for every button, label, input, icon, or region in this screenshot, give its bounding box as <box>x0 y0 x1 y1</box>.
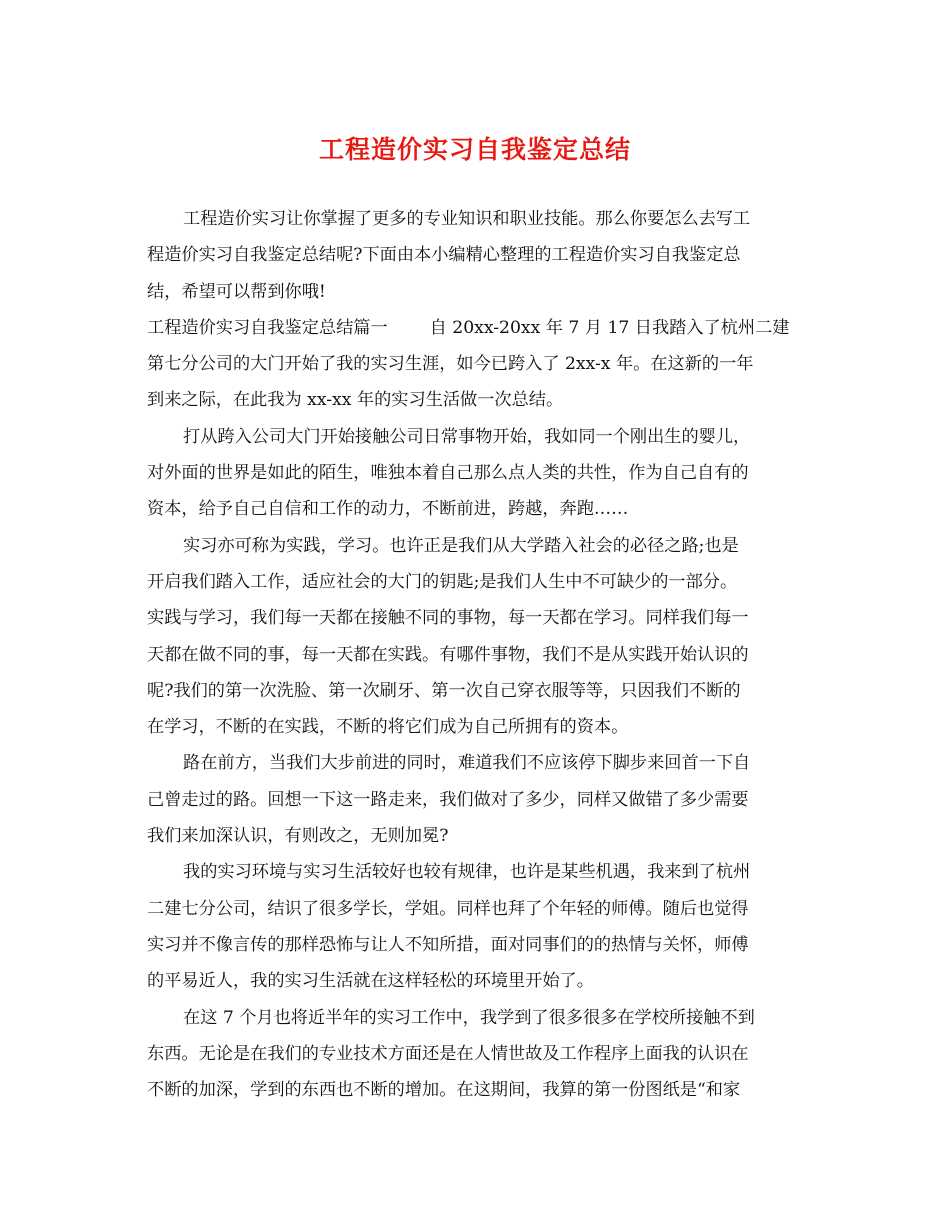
text-line: 实习并不像言传的那样恐怖与让人不知所措，面对同事们的的热情与关怀，师傅 <box>147 934 749 955</box>
text-line: 结，希望可以帮到你哦! <box>147 281 326 302</box>
text-line: 对外面的世界是如此的陌生，唯独本着自己那么点人类的共性，作为自己自有的 <box>147 463 749 484</box>
text-line: 在学习，不断的在实践，不断的将它们成为自己所拥有的资本。 <box>147 717 629 738</box>
text-line: 路在前方，当我们大步前进的同时，难道我们不应该停下脚步来回首一下自 <box>183 753 751 774</box>
document-title: 工程造价实习自我鉴定总结 <box>318 135 631 164</box>
text-line: 己曾走过的路。回想一下这一路走来，我们做对了多少，同样又做错了多少需要 <box>147 789 749 810</box>
text-line: 东西。无论是在我们的专业技术方面还是在人情世故及工作程序上面我的认识在 <box>147 1043 749 1064</box>
text-line: 不断的加深，学到的东西也不断的增加。在这期间，我算的第一份图纸是“和家 <box>147 1080 741 1101</box>
text-fragment: 自 20xx-20xx 年 7 月 17 日我踏入了杭州二建 <box>429 317 790 338</box>
text-line: 实践与学习，我们每一天都在接触不同的事物，每一天都在学习。同样我们每一 <box>147 608 749 629</box>
text-line: 我们来加深认识，有则改之，无则加冕? <box>147 826 449 847</box>
text-line-composite <box>147 310 807 346</box>
text-line: 实习亦可称为实践，学习。也许正是我们从大学踏入社会的必径之路;也是 <box>183 535 739 556</box>
text-line: 第七分公司的大门开始了我的实习生涯，如今已跨入了 2xx-x 年。在这新的一年 <box>147 354 754 375</box>
text-line: 在这 7 个月也将近半年的实习工作中，我学到了很多很多在学校所接触不到 <box>183 1007 755 1028</box>
text-line: 打从跨入公司大门开始接触公司日常事物开始，我如同一个刚出生的婴儿， <box>183 426 751 447</box>
text-line: 程造价实习自我鉴定总结呢?下面由本小编精心整理的工程造价实习自我鉴定总 <box>147 245 741 266</box>
text-line: 天都在做不同的事，每一天都在实践。有哪件事物，我们不是从实践开始认识的 <box>147 644 749 665</box>
text-line: 二建七分公司，结识了很多学长，学姐。同样也拜了个年轻的师傅。随后也觉得 <box>147 898 749 919</box>
text-line: 工程造价实习让你掌握了更多的专业知识和职业技能。那么你要怎么去写工 <box>183 209 751 229</box>
document-body <box>147 201 807 1108</box>
text-line: 资本，给予自己自信和工作的动力，不断前进，跨越，奔跑…… <box>147 499 629 520</box>
text-line: 的平易近人，我的实习生活就在这样轻松的环境里开始了。 <box>147 971 594 992</box>
section-heading: 工程造价实习自我鉴定总结篇一 <box>147 317 388 338</box>
text-line: 呢?我们的第一次洗脸、第一次刷牙、第一次自己穿衣服等等，只因我们不断的 <box>147 680 741 701</box>
text-line: 我的实习环境与实习生活较好也较有规律，也许是某些机遇，我来到了杭州 <box>183 862 751 883</box>
text-line: 到来之际，在此我为 xx-xx 年的实习生活做一次总结。 <box>147 390 564 411</box>
text-line: 开启我们踏入工作，适应社会的大门的钥匙;是我们人生中不可缺少的一部分。 <box>147 571 738 592</box>
